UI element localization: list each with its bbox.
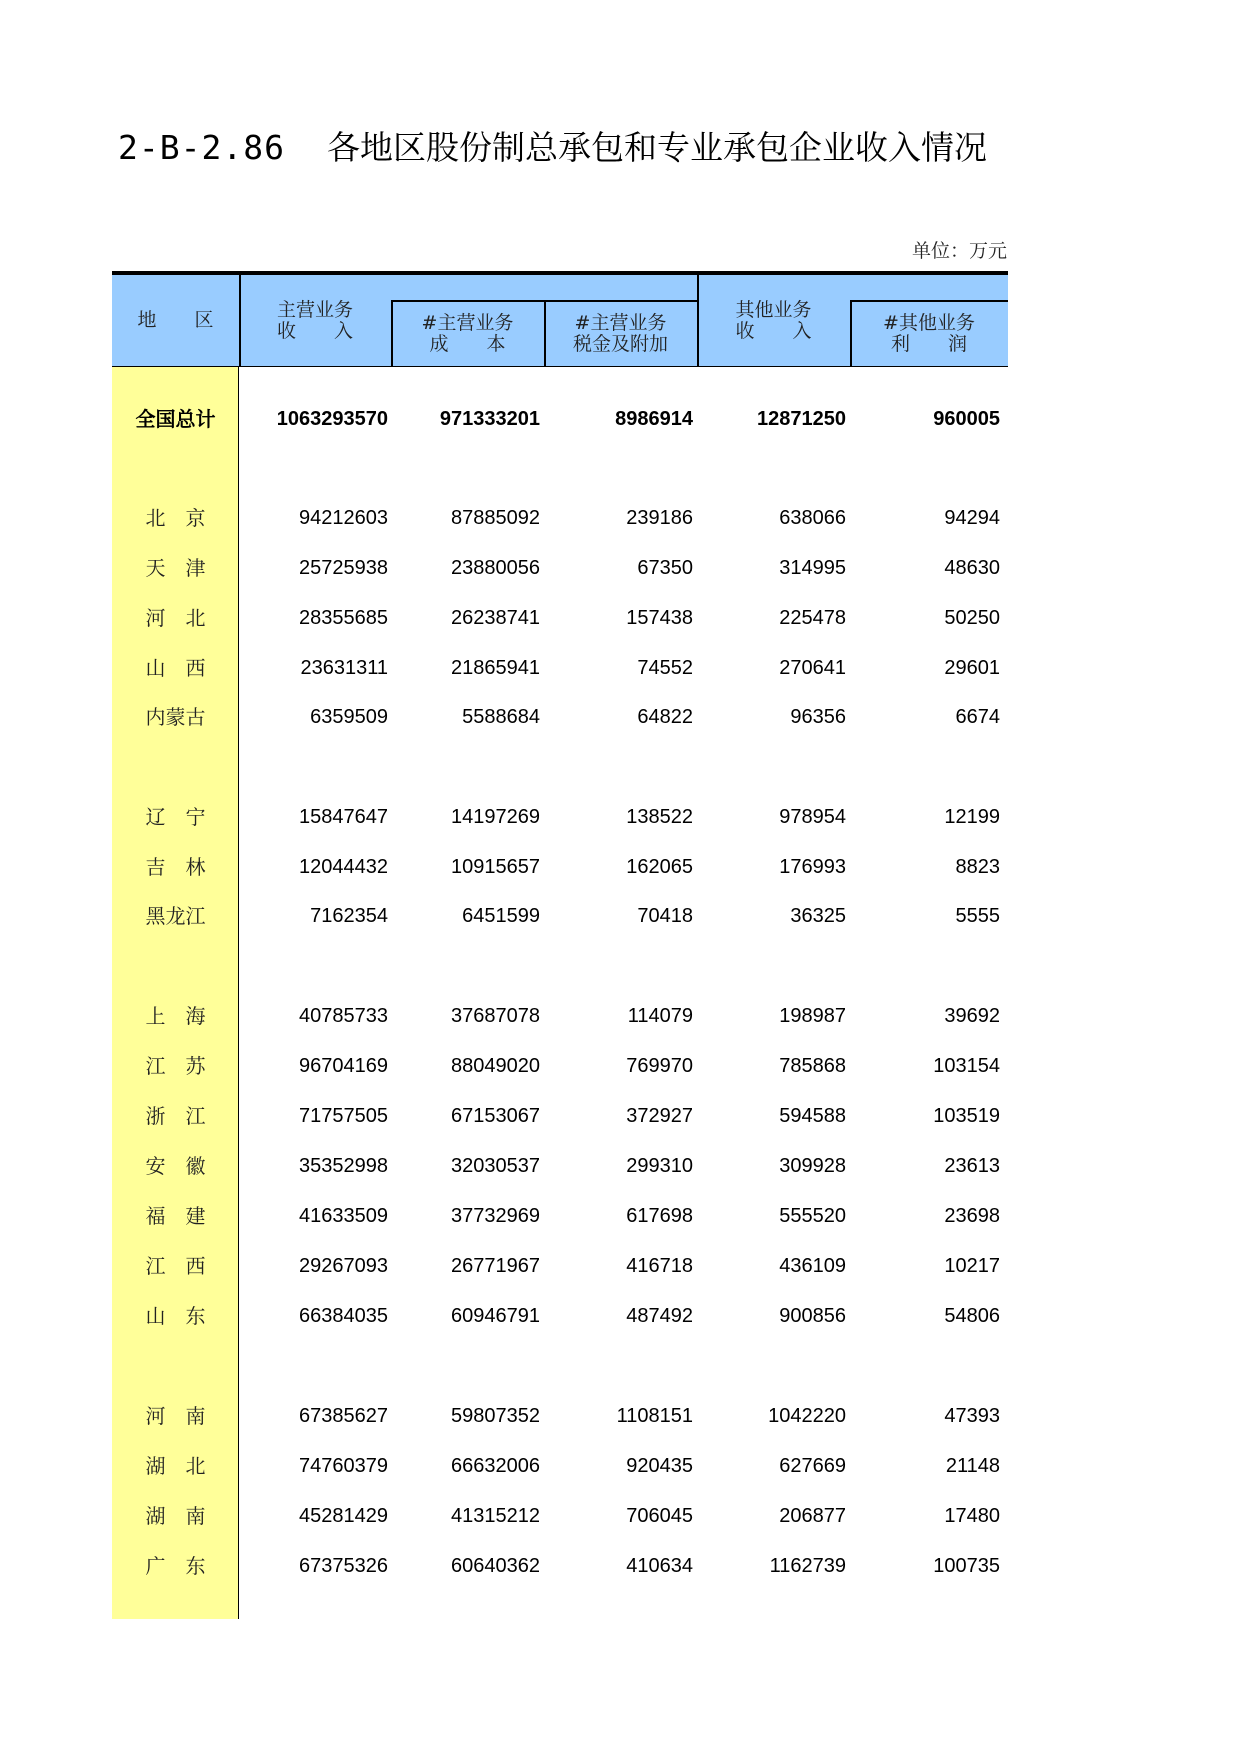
other-revenue-value: 1042220 — [768, 1405, 846, 1427]
other-profit-value: 48630 — [944, 557, 1000, 579]
main-cost-value: 10915657 — [451, 856, 540, 878]
table-row — [112, 1546, 1008, 1586]
other-profit-value: 47393 — [944, 1405, 1000, 1427]
other-revenue-value: 270641 — [779, 657, 846, 679]
other-revenue-value: 198987 — [779, 1005, 846, 1027]
table-header — [112, 275, 1008, 367]
main-cost-value: 23880056 — [451, 557, 540, 579]
main-revenue-value: 12044432 — [299, 856, 388, 878]
region-name: 河 南 — [145, 1404, 206, 1428]
region-name: 内蒙古 — [145, 705, 206, 729]
region-name: 黑龙江 — [145, 904, 206, 928]
other-profit-value: 17480 — [944, 1505, 1000, 1527]
main-revenue-value: 6359509 — [310, 706, 388, 728]
main-tax-value: 114079 — [627, 1005, 693, 1027]
region-name: 湖 南 — [145, 1504, 206, 1528]
other-profit-value: 960005 — [933, 408, 1000, 430]
region-name: 浙 江 — [145, 1104, 206, 1128]
main-tax-value: 138522 — [626, 806, 693, 828]
other-profit-value: 23613 — [944, 1155, 1000, 1177]
header-divider — [391, 300, 393, 366]
main-tax-value: 64822 — [637, 706, 693, 728]
table-row — [112, 896, 1008, 936]
other-profit-value: 6674 — [955, 706, 1000, 728]
other-revenue-value: 314995 — [779, 557, 846, 579]
other-profit-value: 21148 — [945, 1455, 1000, 1477]
region-name: 江 西 — [145, 1254, 206, 1278]
unit-label: 单位：万元 — [911, 240, 1007, 262]
table-row — [112, 498, 1008, 538]
main-cost-value: 26771967 — [451, 1255, 540, 1277]
main-revenue-value: 28355685 — [299, 607, 388, 629]
main-tax-value: 617698 — [626, 1205, 693, 1227]
main-tax-value: 920435 — [626, 1455, 693, 1477]
table-row — [112, 598, 1008, 638]
region-name: 江 苏 — [145, 1054, 206, 1078]
other-revenue-value: 1162739 — [769, 1555, 846, 1577]
table-name: 各地区股份制总承包和专业承包企业收入情况 — [326, 128, 987, 167]
other-revenue-value: 978954 — [779, 806, 846, 828]
main-revenue-value: 1063293570 — [276, 408, 388, 430]
main-cost-value: 60640362 — [451, 1555, 540, 1577]
other-profit-value: 12199 — [944, 806, 1000, 828]
other-revenue-value: 555520 — [779, 1205, 846, 1227]
header-region: 地 区 — [137, 309, 214, 331]
header-subrule — [850, 300, 1008, 302]
other-revenue-value: 96356 — [790, 706, 846, 728]
main-cost-value: 32030537 — [451, 1155, 540, 1177]
main-cost-value: 66632006 — [451, 1455, 540, 1477]
main-tax-value: 299310 — [626, 1155, 693, 1177]
main-cost-value: 14197269 — [451, 806, 540, 828]
table-row — [112, 797, 1008, 837]
table-row — [112, 548, 1008, 588]
main-cost-value: 26238741 — [451, 607, 540, 629]
table-row — [112, 847, 1008, 887]
main-tax-value: 70418 — [637, 905, 693, 927]
region-name: 山 东 — [145, 1304, 206, 1328]
other-revenue-value: 225478 — [779, 607, 846, 629]
main-cost-value: 88049020 — [451, 1055, 540, 1077]
other-revenue-value: 36325 — [790, 905, 846, 927]
other-revenue-value: 309928 — [779, 1155, 846, 1177]
other-profit-value: 8823 — [955, 856, 1000, 878]
main-tax-value: 416718 — [626, 1255, 693, 1277]
table-row — [112, 1096, 1008, 1136]
header-other-profit: #其他业务 利 润 — [883, 311, 975, 355]
main-cost-value: 971333201 — [439, 408, 540, 430]
other-revenue-value: 594588 — [779, 1105, 846, 1127]
other-profit-value: 23698 — [944, 1205, 1000, 1227]
main-revenue-value: 15847647 — [299, 806, 388, 828]
table-row — [112, 1146, 1008, 1186]
main-revenue-value: 35352998 — [299, 1155, 388, 1177]
other-revenue-value: 436109 — [779, 1255, 846, 1277]
table-row-total — [112, 399, 1008, 439]
region-name: 河 北 — [145, 606, 206, 630]
header-divider — [239, 275, 241, 366]
main-revenue-value: 45281429 — [299, 1505, 388, 1527]
main-revenue-value: 67385627 — [299, 1405, 388, 1427]
main-revenue-value: 23631311 — [300, 657, 388, 679]
other-revenue-value: 627669 — [779, 1455, 846, 1477]
region-name: 上 海 — [145, 1004, 206, 1028]
table-row — [112, 996, 1008, 1036]
other-revenue-value: 206877 — [779, 1505, 846, 1527]
main-revenue-value: 29267093 — [299, 1255, 388, 1277]
main-cost-value: 37687078 — [451, 1005, 540, 1027]
other-profit-value: 100735 — [933, 1555, 1000, 1577]
main-cost-value: 5588684 — [462, 706, 540, 728]
main-tax-value: 162065 — [626, 856, 693, 878]
main-cost-value: 87885092 — [451, 507, 540, 529]
main-tax-value: 372927 — [626, 1105, 693, 1127]
region-name: 天 津 — [145, 556, 206, 580]
header-divider — [544, 300, 546, 366]
main-tax-value: 487492 — [626, 1305, 693, 1327]
main-tax-value: 1108151 — [616, 1405, 693, 1427]
main-revenue-value: 96704169 — [299, 1055, 388, 1077]
main-tax-value: 74552 — [637, 657, 693, 679]
other-profit-value: 103519 — [933, 1105, 1000, 1127]
other-revenue-value: 785868 — [779, 1055, 846, 1077]
other-profit-value: 29601 — [944, 657, 1000, 679]
other-profit-value: 50250 — [944, 607, 1000, 629]
main-revenue-value: 7162354 — [310, 905, 388, 927]
region-name: 辽 宁 — [145, 805, 206, 829]
other-profit-value: 54806 — [944, 1305, 1000, 1327]
table-row — [112, 1496, 1008, 1536]
main-revenue-value: 67375326 — [299, 1555, 388, 1577]
header-divider — [697, 275, 699, 366]
main-cost-value: 37732969 — [451, 1205, 540, 1227]
main-cost-value: 21865941 — [451, 657, 540, 679]
header-divider — [850, 300, 852, 366]
region-name: 全国总计 — [135, 407, 216, 431]
main-tax-value: 67350 — [637, 557, 693, 579]
other-revenue-value: 12871250 — [757, 408, 846, 430]
other-profit-value: 39692 — [944, 1005, 1000, 1027]
other-revenue-value: 638066 — [779, 507, 846, 529]
main-cost-value: 6451599 — [462, 905, 540, 927]
table-row — [112, 1396, 1008, 1436]
main-tax-value: 8986914 — [615, 408, 693, 430]
region-name: 安 徽 — [145, 1154, 206, 1178]
main-tax-value: 706045 — [626, 1505, 693, 1527]
region-name: 吉 林 — [145, 855, 206, 879]
region-name: 广 东 — [145, 1554, 206, 1578]
main-revenue-value: 41633509 — [299, 1205, 388, 1227]
header-other-revenue: 其他业务 收 入 — [735, 298, 812, 342]
table-code: 2-B-2.86 — [118, 128, 285, 167]
header-subrule — [391, 300, 697, 302]
main-cost-value: 41315212 — [451, 1505, 540, 1527]
page-title — [118, 128, 987, 168]
main-tax-value: 239186 — [626, 507, 693, 529]
header-main-cost: #主营业务 成 本 — [421, 311, 514, 355]
table-row — [112, 1296, 1008, 1336]
main-cost-value: 59807352 — [451, 1405, 540, 1427]
table-row — [112, 648, 1008, 688]
main-tax-value: 410634 — [626, 1555, 693, 1577]
main-revenue-value: 40785733 — [299, 1005, 388, 1027]
main-revenue-value: 25725938 — [299, 557, 388, 579]
main-cost-value: 67153067 — [451, 1105, 540, 1127]
table-row — [112, 1046, 1008, 1086]
other-profit-value: 103154 — [933, 1055, 1000, 1077]
region-name: 山 西 — [145, 656, 206, 680]
table-row — [112, 1196, 1008, 1236]
other-profit-value: 10217 — [944, 1255, 1000, 1277]
table-row — [112, 1446, 1008, 1486]
region-name: 湖 北 — [145, 1454, 206, 1478]
main-revenue-value: 66384035 — [299, 1305, 388, 1327]
main-tax-value: 157438 — [626, 607, 693, 629]
main-cost-value: 60946791 — [451, 1305, 540, 1327]
other-profit-value: 94294 — [944, 507, 1000, 529]
region-name: 福 建 — [145, 1204, 206, 1228]
main-revenue-value: 71757505 — [299, 1105, 388, 1127]
main-revenue-value: 74760379 — [299, 1455, 388, 1477]
main-tax-value: 769970 — [626, 1055, 693, 1077]
header-main-tax: #主营业务 税金及附加 — [572, 311, 668, 355]
table-row — [112, 1246, 1008, 1286]
region-name: 北 京 — [145, 506, 206, 530]
other-revenue-value: 900856 — [779, 1305, 846, 1327]
header-main-revenue: 主营业务 收 入 — [276, 298, 353, 342]
other-revenue-value: 176993 — [779, 856, 846, 878]
main-revenue-value: 94212603 — [299, 507, 388, 529]
table-row — [112, 697, 1008, 737]
other-profit-value: 5555 — [955, 905, 1000, 927]
